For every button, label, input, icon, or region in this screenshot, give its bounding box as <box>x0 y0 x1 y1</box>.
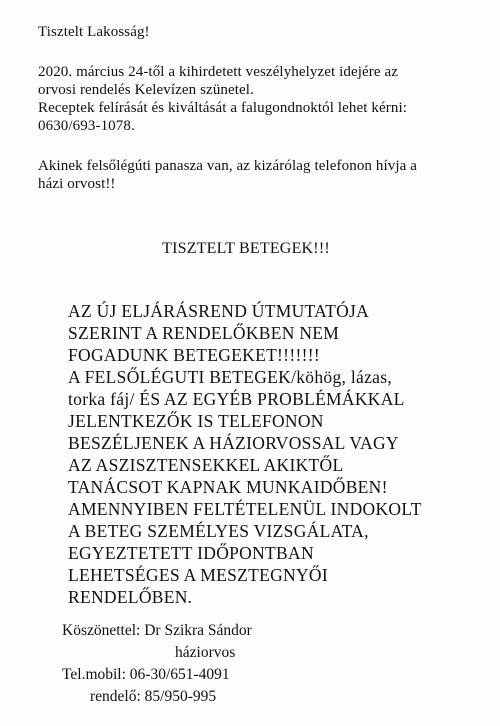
paragraph2-line: Akinek felsőlégúti panasza van, az kizárólag telefonon hívja a <box>38 158 417 174</box>
paragraph1-line: 0630/693-1078. <box>38 118 135 134</box>
patients-line: A FELSŐLÉGUTI BETEGEK/köhög, lázas, <box>68 367 392 387</box>
patients-line: RENDELŐBEN. <box>68 587 193 607</box>
signature-mobile: Tel.mobil: 06-30/651-4091 <box>62 666 230 683</box>
greeting: Tisztelt Lakosság! <box>38 24 150 40</box>
patients-line: torka fáj/ ÉS AZ EGYÉB PROBLÉMÁKKAL <box>68 389 405 409</box>
patients-line: AZ ÚJ ELJÁRÁSREND ÚTMUTATÓJA <box>68 301 370 321</box>
paragraph1-line: 2020. március 24-től a kihirdetett veszélyhelyzet idejére az <box>38 64 399 80</box>
patients-line: AZ ASZISZTENSEKKEL AKIKTŐL <box>68 455 344 475</box>
patients-line: FOGADUNK BETEGEKET!!!!!!! <box>68 345 320 365</box>
patients-line: TANÁCSOT KAPNAK MUNKAIDŐBEN! <box>68 477 388 497</box>
patients-line: EGYEZTETETT IDŐPONTBAN <box>68 543 314 563</box>
signature-role: háziorvos <box>175 644 236 661</box>
patients-line: LEHETSÉGES A MESZTEGNYŐI <box>68 565 328 585</box>
patients-line: JELENTKEZŐK IS TELEFONON <box>68 411 324 431</box>
paragraph1-line: orvosi rendelés Kelevízen szünetel. <box>38 82 254 98</box>
patients-title: TISZTELT BETEGEK!!! <box>162 240 330 257</box>
patients-line: SZERINT A RENDELŐKBEN NEM <box>68 323 340 343</box>
signature-thanks: Köszönettel: Dr Szikra Sándor <box>62 622 252 639</box>
paragraph2-line: házi orvost!! <box>38 176 116 192</box>
signature-office: rendelő: 85/950-995 <box>90 688 217 705</box>
patients-line: BESZÉLJENEK A HÁZIORVOSSAL VAGY <box>68 433 399 453</box>
patients-line: A BETEG SZEMÉLYES VIZSGÁLATA, <box>68 521 369 541</box>
paragraph1-line: Receptek felírását és kiváltását a falugondnoktól lehet kérni: <box>38 100 407 116</box>
patients-line: AMENNYIBEN FELTÉTELENÜL INDOKOLT <box>68 499 422 519</box>
